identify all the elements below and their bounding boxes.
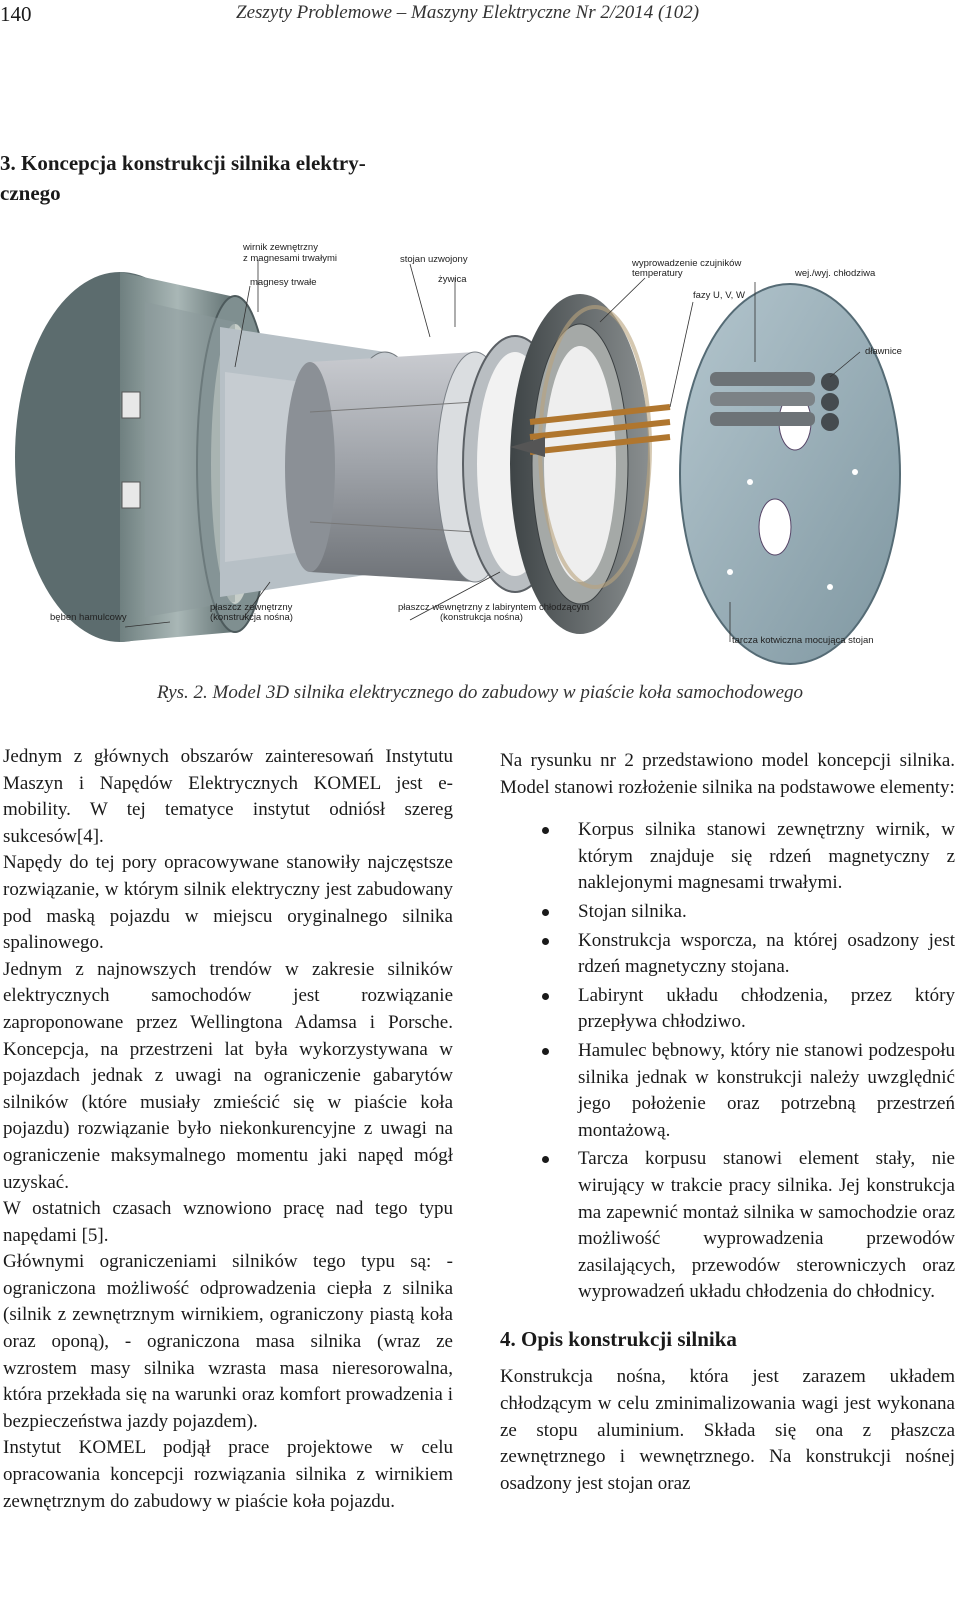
list-item-text: Korpus silnika stanowi zewnętrzny wirnik, w którym znajduje się rdzeń magnetyczny z naklejonymi magnesami trwałymi. <box>578 819 955 894</box>
section-3-title-line1: 3. Koncepcja konstrukcji silnika elektry- <box>0 151 366 175</box>
section-3-title-line2: cznego <box>0 181 61 205</box>
bullet-icon <box>542 1156 549 1163</box>
label-resin: żywica <box>438 274 467 285</box>
page-header <box>0 0 960 30</box>
bullet-icon <box>542 938 549 945</box>
paragraph: W ostatnich czasach wznowiono pracę nad tego typu napędami [5]. <box>3 1198 453 1246</box>
label-stator: stojan uzwojony <box>400 254 468 265</box>
figure-caption: Rys. 2. Model 3D silnika elektrycznego do zabudowy w piaście koła samochodowego <box>156 682 804 703</box>
label-phases: fazy U, V, W <box>693 290 745 301</box>
list-item <box>500 899 955 926</box>
list-item <box>500 1146 955 1306</box>
paragraph: Instytut KOMEL podjął prace projektowe w celu opracowania koncepcji rozwiązania silnika z wirnikiem zewnętrznym do zabudowy w piaście koła pojazdu. <box>3 1437 453 1512</box>
paragraph: Napędy do tej pory opracowywane stanowiły najczęstsze rozwiązanie, w którym silnik elektryczny jest zabudowany pod maską pojazdu w miejscu oryginalnego silnika spalinowego. <box>3 852 453 954</box>
label-outer-shell-line1: płaszcz zewnętrzny <box>210 602 293 613</box>
intro-paragraph: Na rysunku nr 2 przedstawiono model koncepcji silnika. Model stanowi rozłożenie silnika na podstawowe elementy: <box>500 750 955 798</box>
section-4-heading: 4. Opis konstrukcji silnika <box>500 1326 737 1351</box>
journal-title: Zeszyty Problemowe – Maszyny Elektryczne Nr 2/2014 (102) <box>236 2 700 23</box>
list-item-text: Konstrukcja wsporcza, na której osadzony jest rdzeń magnetyczny stojana. <box>578 929 955 978</box>
label-sensors-line2: temperatury <box>632 268 683 279</box>
paragraph: Głównymi ograniczeniami silników tego typu są: - ograniczona możliwość odprowadzenia ciepła z silnika (silnik z zewnętrznym wirnikiem, ograniczony piastą koła oraz oponą), - ograniczona masa silnika (wraz ze wzrostem masy silnika wzrasta masa nieresorowalna, która przekłada się na warunki oraz komfort prowadzenia i bezpieczeństwa jazdy pojazdem). <box>3 1251 453 1432</box>
label-rotor-line2: z magnesami trwałymi <box>243 253 337 264</box>
bullet-icon <box>542 993 549 1000</box>
right-column <box>500 748 955 1497</box>
element-list <box>500 817 955 1306</box>
label-inner-jacket-line2: (konstrukcja nośna) <box>440 612 523 623</box>
bullet-icon <box>542 1048 549 1055</box>
label-anchor-plate: tarcza kotwiczna mocująca stojan <box>732 635 874 646</box>
left-column <box>3 744 453 1515</box>
section-3-heading <box>0 148 470 208</box>
label-rotor-line1: wirnik zewnętrzny <box>243 242 318 253</box>
list-item <box>500 1038 955 1144</box>
page-number: 140 <box>0 2 32 26</box>
wound-stator <box>510 294 650 634</box>
paragraph: Jednym z najnowszych trendów w zakresie silników elektrycznych samochodów jest rozwiązanie zaproponowane przez Wellingtona Adamsa i Porsche. Koncepcja, na przestrzeni lat była wykorzystywana w pojazdach jednak z uwagi na ograniczenie gabarytów silników (które musiały zmieścić się w piaście koła pojazdu) rozwiązanie było niekonkurencyjne z uwagi na ograniczenie maksymalnego momentu jaki napęd mógł uzyskać. <box>3 958 453 1193</box>
motor-3d-figure <box>10 242 940 667</box>
label-inner-jacket-line1: płaszcz wewnętrzny z labiryntem chłodzącym <box>398 602 590 613</box>
label-magnets: magnesy trwałe <box>250 277 317 288</box>
bullet-icon <box>542 909 549 916</box>
label-brake-drum: bęben hamulcowy <box>50 612 127 623</box>
label-sensors-line1: wyprowadzenie czujników <box>632 258 742 269</box>
list-item-text: Hamulec bębnowy, który nie stanowi podzespołu silnika jednak w konstrukcji należy uwzględnić jego położenie oraz potrzebną przestrzeń montażową. <box>578 1039 955 1141</box>
list-item-text: Labirynt układu chłodzenia, przez który przepływa chłodziwo. <box>578 984 955 1033</box>
list-item <box>500 928 955 981</box>
bullet-icon <box>542 827 549 834</box>
section-4-paragraph: Konstrukcja nośna, która jest zarazem układem chłodzącym w celu zminimalizowania wagi jest wykonana ze stopu aluminium. Składa się ona z płaszcza zewnętrznego i wewnętrznego. Na konstrukcji nośnej osadzony jest stojan oraz <box>500 1366 955 1494</box>
anchor-plate <box>680 284 900 664</box>
exploded-motor-illustration <box>10 242 940 667</box>
list-item-text: Tarcza korpusu stanowi element stały, nie wirujący w trakcie pracy silnika. Jej konstrukcja ma zapewnić montaż silnika w samochodzie oraz możliwość wyprowadzenia przewodów zasilających, przewodów sterowniczych oraz wyprowadzeń układu chłodzenia do chłodnicy. <box>578 1148 955 1303</box>
label-outer-shell-line2: (konstrukcja nośna) <box>210 612 293 623</box>
label-glands: dławnice <box>865 346 902 357</box>
label-coolant: wej./wyj. chłodziwa <box>795 268 876 279</box>
list-item <box>500 817 955 897</box>
list-item-text: Stojan silnika. <box>578 900 687 922</box>
paragraph: Jednym z głównych obszarów zainteresowań Instytutu Maszyn i Napędów Elektrycznych KOMEL jest e-mobility. W tej tematyce instytut odniósł szereg sukcesów[4]. <box>3 746 453 847</box>
list-item <box>500 983 955 1036</box>
